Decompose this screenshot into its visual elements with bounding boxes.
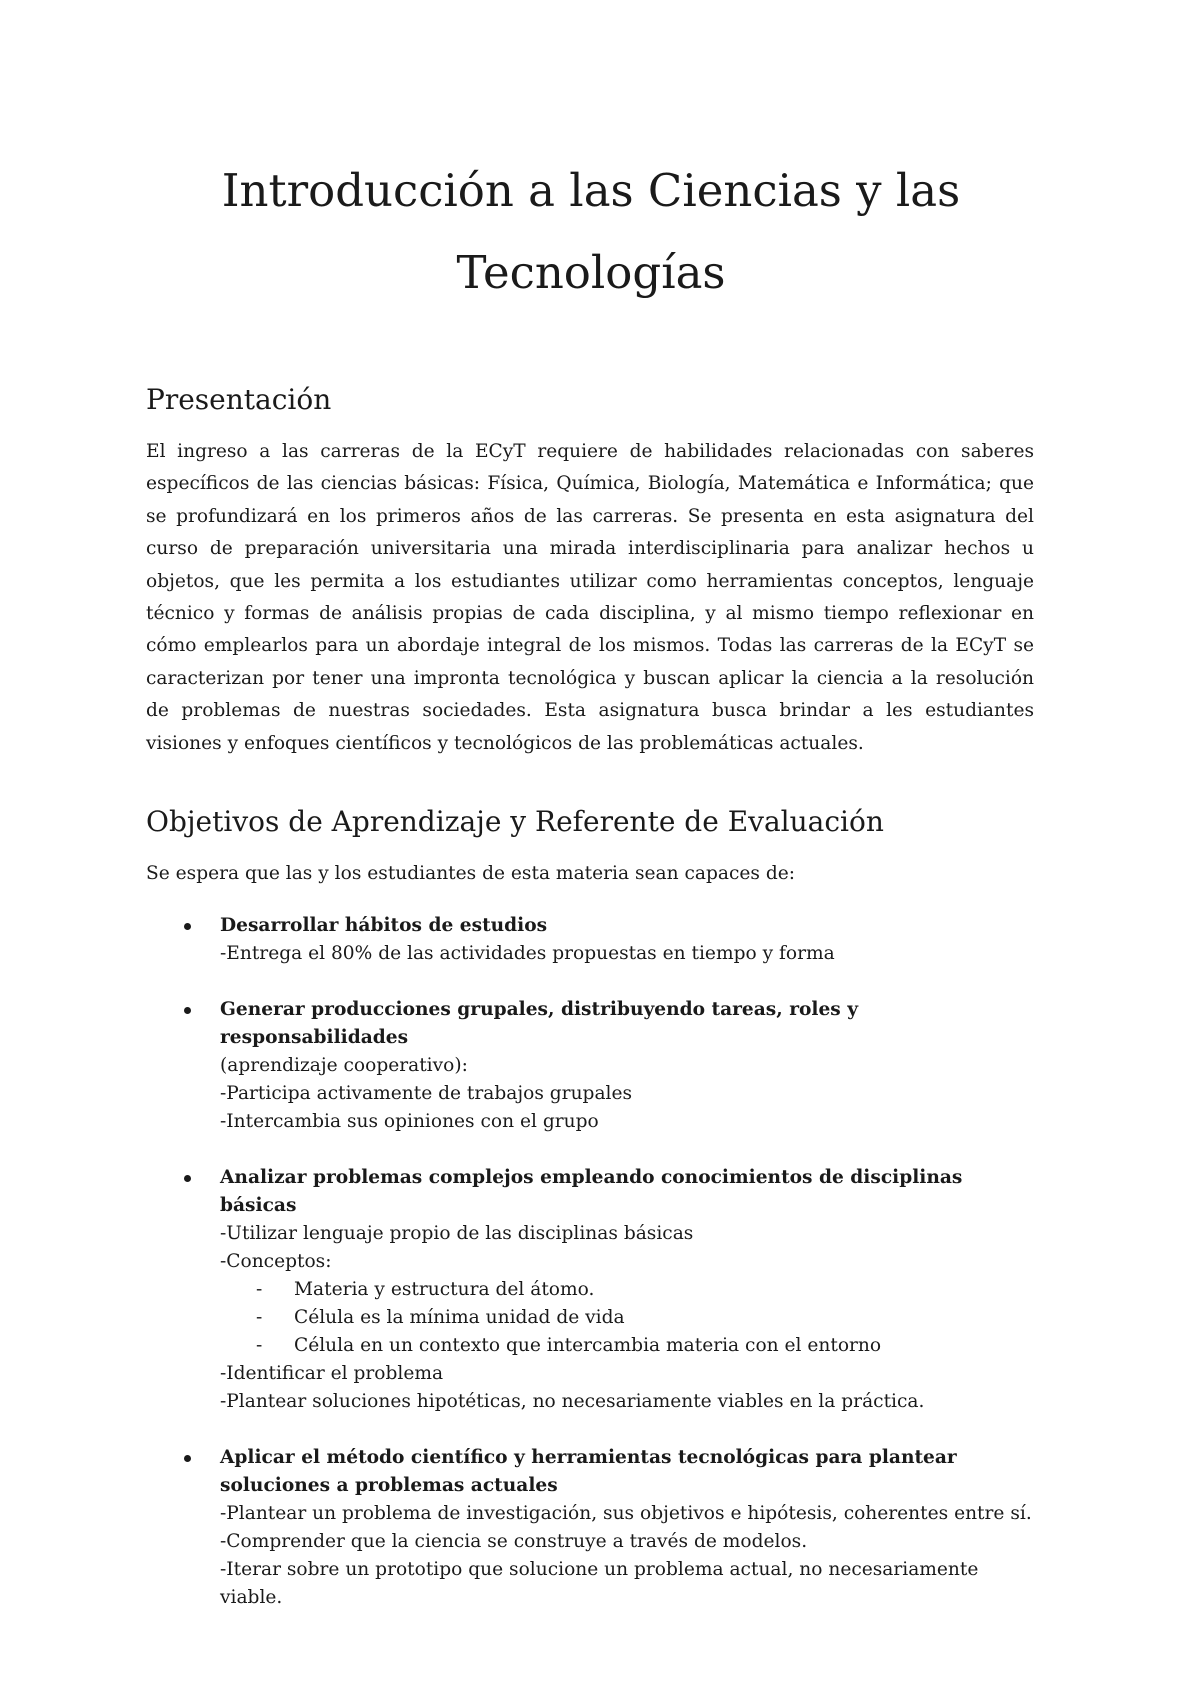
objective-title: Analizar problemas complejos empleando conocimientos de disciplinas básicas — [220, 1167, 963, 1216]
objective-item — [146, 1444, 1036, 1612]
objective-criterion: -Entrega el 80% de las actividades propuestas en tiempo y forma — [220, 943, 835, 964]
objective-criterion: -Conceptos: — [220, 1251, 332, 1272]
dash-marker: - — [256, 1335, 263, 1356]
bullet-icon — [184, 923, 191, 930]
dash-marker: - — [256, 1279, 263, 1300]
dash-marker: - — [256, 1307, 263, 1328]
objective-criterion: -Iterar sobre un prototipo que solucione un problema actual, no necesariamente viable. — [220, 1559, 979, 1608]
objective-criterion: -Comprender que la ciencia se construye a través de modelos. — [220, 1531, 808, 1552]
objective-title: Aplicar el método científico y herramientas tecnológicas para plantear soluciones a problemas actuales — [220, 1447, 957, 1496]
objective-title: Generar producciones grupales, distribuyendo tareas, roles y responsabilidades — [220, 999, 859, 1048]
objective-criterion: -Participa activamente de trabajos grupales — [220, 1083, 633, 1104]
objective-criterion: -Utilizar lenguaje propio de las disciplinas básicas — [220, 1223, 694, 1244]
bullet-icon — [184, 1175, 191, 1182]
objective-criterion: -Identificar el problema — [220, 1363, 444, 1384]
objective-criterion: -Plantear soluciones hipotéticas, no necesariamente viables en la práctica. — [220, 1391, 925, 1412]
document-title: Introducción a las Ciencias y las Tecnologías — [221, 164, 961, 299]
objective-title: Desarrollar hábitos de estudios — [220, 915, 548, 936]
objectives-list — [146, 912, 1036, 1640]
presentacion-paragraph: El ingreso a las carreras de la ECyT requiere de habilidades relacionadas con saberes específicos de las ciencias básicas: Física, Química, Biología, Matemática e Informática; que se profundizará en los primeros años de las carreras. Se presenta en esta asignatura del curso de preparación universitaria una mirada interdisciplinaria para analizar hechos u objetos, que les permita a los estudiantes utilizar como herramientas conceptos, lenguaje técnico y formas de análisis propias de cada disciplina, y al mismo tiempo reflexionar en cómo emplearlos para un abordaje integral de los mismos. Todas las carreras de la ECyT se caracterizan por tener una impronta tecnológica y buscan aplicar la ciencia a la resolución de problemas de nuestras sociedades. Esta asignatura busca brindar a les estudiantes visiones y enfoques científicos y tecnológicos de las problemáticas actuales. — [146, 441, 1034, 754]
concept-text: Célula es la mínima unidad de vida — [294, 1307, 625, 1328]
objective-title-suffix: (aprendizaje cooperativo): — [220, 1055, 468, 1076]
concept-item — [220, 1332, 1036, 1360]
concept-text: Materia y estructura del átomo. — [294, 1279, 595, 1300]
objective-item — [146, 912, 1036, 968]
objetivos-lead: Se espera que las y los estudiantes de esta materia sean capaces de: — [146, 863, 796, 884]
objective-criterion: -Plantear un problema de investigación, sus objetivos e hipótesis, coherentes entre sí. — [220, 1503, 1032, 1524]
bullet-icon — [184, 1007, 191, 1014]
objective-item — [146, 996, 1036, 1136]
concept-item — [220, 1304, 1036, 1332]
section-heading-presentacion: Presentación — [146, 383, 332, 416]
objective-criterion: -Intercambia sus opiniones con el grupo — [220, 1111, 599, 1132]
concept-item — [220, 1276, 1036, 1304]
bullet-icon — [184, 1455, 191, 1462]
concept-text: Célula en un contexto que intercambia materia con el entorno — [294, 1335, 882, 1356]
concepts-list — [220, 1276, 1036, 1360]
objective-item — [146, 1164, 1036, 1416]
section-heading-objetivos: Objetivos de Aprendizaje y Referente de Evaluación — [146, 805, 884, 838]
